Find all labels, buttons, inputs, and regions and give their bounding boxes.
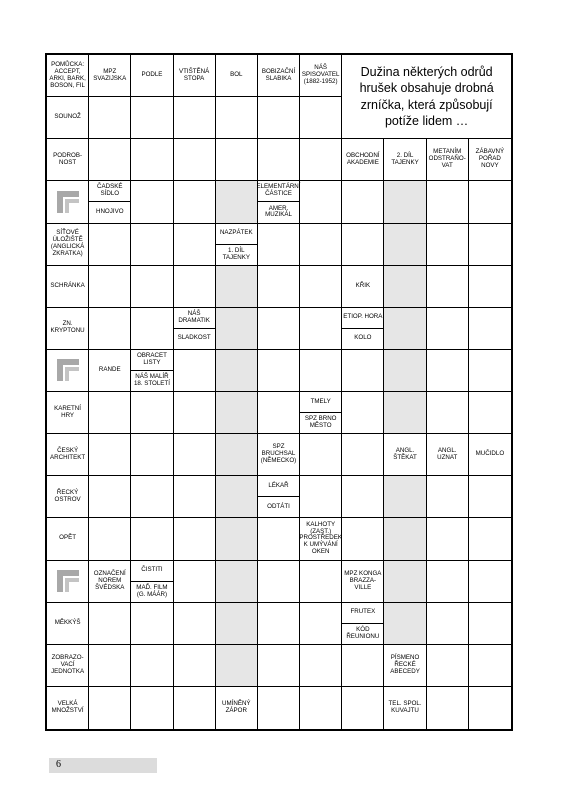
clue-cell bbox=[216, 55, 258, 97]
answer-cell[interactable] bbox=[174, 687, 216, 729]
answer-cell[interactable] bbox=[89, 224, 131, 266]
answer-cell[interactable] bbox=[300, 603, 342, 645]
answer-cell[interactable] bbox=[258, 266, 300, 308]
clue-cell bbox=[384, 645, 426, 687]
answer-cell[interactable] bbox=[131, 603, 173, 645]
answer-cell[interactable] bbox=[174, 603, 216, 645]
corner-logo-icon bbox=[47, 561, 89, 603]
clue-text: ŘECKÝ OSTROV bbox=[54, 488, 81, 503]
answer-cell[interactable] bbox=[258, 392, 300, 434]
clue-text: TMELY bbox=[310, 397, 331, 405]
clue-cell bbox=[300, 55, 342, 97]
clue-text: BOL bbox=[230, 71, 243, 79]
answer-cell[interactable] bbox=[342, 181, 384, 223]
clue-cell bbox=[469, 139, 511, 181]
page-number: 6 bbox=[56, 759, 61, 770]
answer-cell[interactable] bbox=[469, 645, 511, 687]
answer-cell[interactable] bbox=[469, 603, 511, 645]
answer-cell[interactable] bbox=[300, 224, 342, 266]
answer-cell[interactable] bbox=[300, 476, 342, 518]
clue-cell bbox=[342, 603, 384, 645]
clue-cell bbox=[47, 434, 89, 476]
answer-cell[interactable] bbox=[216, 561, 258, 603]
answer-cell[interactable] bbox=[384, 518, 426, 560]
answer-cell[interactable] bbox=[469, 561, 511, 603]
answer-cell[interactable] bbox=[469, 518, 511, 560]
answer-cell[interactable] bbox=[216, 308, 258, 350]
clue-text: AMER. MUZIKÁL bbox=[258, 201, 299, 222]
clue-text: ČESKÝ ARCHITEKT bbox=[50, 446, 86, 461]
clue-cell bbox=[342, 266, 384, 308]
answer-cell[interactable] bbox=[427, 645, 469, 687]
answer-cell[interactable] bbox=[216, 603, 258, 645]
clue-text: NÁŠ DRAMATIK bbox=[178, 309, 210, 324]
answer-cell[interactable] bbox=[469, 392, 511, 434]
clue-cell bbox=[384, 687, 426, 729]
corner-logo-icon bbox=[47, 350, 89, 392]
clue-text: ZN. KRYPTONU bbox=[50, 320, 85, 335]
answer-cell[interactable] bbox=[89, 392, 131, 434]
answer-cell[interactable] bbox=[258, 139, 300, 181]
answer-cell[interactable] bbox=[89, 518, 131, 560]
clue-text: PODROB-NOST bbox=[53, 151, 83, 166]
answer-cell[interactable] bbox=[89, 266, 131, 308]
answer-cell[interactable] bbox=[174, 266, 216, 308]
answer-cell[interactable] bbox=[427, 266, 469, 308]
clue-cell bbox=[47, 266, 89, 308]
clue-text: OBCHODNÍ AKADEMIE bbox=[346, 151, 380, 166]
clue-text: ZOBRAZO-VACÍ JEDNOTKA bbox=[51, 653, 85, 675]
answer-cell[interactable] bbox=[131, 97, 173, 139]
answer-cell[interactable] bbox=[469, 181, 511, 223]
answer-cell[interactable] bbox=[258, 308, 300, 350]
clue-text: SPZ BRNO MĚSTO bbox=[300, 412, 341, 433]
clue-cell bbox=[427, 434, 469, 476]
clue-text: OBRACET LISTY bbox=[136, 351, 167, 366]
answer-cell[interactable] bbox=[427, 350, 469, 392]
clue-cell bbox=[47, 55, 89, 97]
answer-cell[interactable] bbox=[384, 266, 426, 308]
answer-cell[interactable] bbox=[131, 645, 173, 687]
answer-cell[interactable] bbox=[342, 687, 384, 729]
clue-text: ELEMENTÁRNÍ ČÁSTICE bbox=[256, 183, 301, 198]
clue-text: METANÍM ODSTRAŇO-VAT bbox=[428, 148, 466, 170]
answer-cell[interactable] bbox=[384, 561, 426, 603]
answer-cell[interactable] bbox=[300, 181, 342, 223]
answer-cell[interactable] bbox=[300, 434, 342, 476]
answer-cell[interactable] bbox=[427, 518, 469, 560]
clue-text: PÍSMENO ŘECKÉ ABECEDY bbox=[390, 653, 420, 675]
page-footer bbox=[49, 758, 157, 773]
answer-cell[interactable] bbox=[384, 603, 426, 645]
clue-text: POMŮCKA: ACCEPT, ARKI, BARK, BOSON, FIL bbox=[49, 60, 86, 89]
corner-logo-icon bbox=[47, 181, 89, 223]
answer-cell[interactable] bbox=[258, 224, 300, 266]
answer-cell[interactable] bbox=[384, 476, 426, 518]
clue-text: MPZ KONGA BRAZZA-VILLE bbox=[344, 569, 382, 591]
clue-text: SOUNOŽ bbox=[54, 113, 81, 121]
answer-cell[interactable] bbox=[427, 603, 469, 645]
clue-text: SLADKOST bbox=[174, 328, 215, 349]
answer-cell[interactable] bbox=[89, 603, 131, 645]
answer-cell[interactable] bbox=[131, 139, 173, 181]
answer-cell[interactable] bbox=[300, 350, 342, 392]
clue-cell bbox=[47, 645, 89, 687]
answer-cell[interactable] bbox=[427, 392, 469, 434]
clue-text: OZNAČENÍ NOREM ŠVÉDSKA bbox=[93, 569, 126, 591]
answer-cell[interactable] bbox=[258, 687, 300, 729]
answer-cell[interactable] bbox=[131, 392, 173, 434]
answer-cell[interactable] bbox=[384, 224, 426, 266]
answer-cell[interactable] bbox=[342, 392, 384, 434]
clue-cell bbox=[427, 139, 469, 181]
answer-cell[interactable] bbox=[216, 139, 258, 181]
clue-cell bbox=[89, 350, 131, 392]
answer-cell[interactable] bbox=[300, 561, 342, 603]
clue-cell bbox=[131, 350, 173, 392]
clue-cell bbox=[258, 55, 300, 97]
answer-cell[interactable] bbox=[89, 645, 131, 687]
answer-cell[interactable] bbox=[469, 266, 511, 308]
clue-cell bbox=[216, 224, 258, 266]
clue-cell bbox=[384, 139, 426, 181]
clue-cell bbox=[342, 139, 384, 181]
answer-cell[interactable] bbox=[174, 645, 216, 687]
answer-cell[interactable] bbox=[342, 518, 384, 560]
clue-cell bbox=[300, 392, 342, 434]
clue-cell bbox=[384, 434, 426, 476]
answer-cell[interactable] bbox=[300, 266, 342, 308]
clue-cell bbox=[89, 181, 131, 223]
clue-text: ZÁBAVNÝ POŘAD NOVY bbox=[475, 148, 505, 170]
answer-cell[interactable] bbox=[342, 224, 384, 266]
answer-cell[interactable] bbox=[174, 476, 216, 518]
answer-cell[interactable] bbox=[258, 561, 300, 603]
clue-text: TEL. SPOL. KUVAJTU bbox=[388, 700, 422, 714]
clue-cell bbox=[216, 687, 258, 729]
answer-cell[interactable] bbox=[174, 350, 216, 392]
puzzle-title: Dužina některých odrůd hrušek obsahuje drobná zrníčka, která způsobují potíže lidem … bbox=[342, 55, 511, 139]
answer-cell[interactable] bbox=[300, 97, 342, 139]
answer-cell[interactable] bbox=[216, 645, 258, 687]
clue-cell bbox=[47, 308, 89, 350]
answer-cell[interactable] bbox=[427, 181, 469, 223]
clue-text: HNOJIVO bbox=[89, 201, 130, 222]
answer-cell[interactable] bbox=[174, 561, 216, 603]
answer-cell[interactable] bbox=[427, 476, 469, 518]
clue-text: SÍŤOVÉ ÚLOŽIŠTĚ (ANGLICKÁ ZKRATKA) bbox=[50, 229, 85, 257]
answer-cell[interactable] bbox=[342, 434, 384, 476]
answer-cell[interactable] bbox=[89, 97, 131, 139]
answer-cell[interactable] bbox=[469, 224, 511, 266]
clue-cell bbox=[258, 476, 300, 518]
answer-cell[interactable] bbox=[131, 308, 173, 350]
crossword-grid bbox=[45, 53, 513, 731]
clue-text: KŘIK bbox=[355, 281, 371, 289]
answer-cell[interactable] bbox=[131, 224, 173, 266]
clue-cell bbox=[258, 434, 300, 476]
answer-cell[interactable] bbox=[131, 476, 173, 518]
clue-text: PODLE bbox=[141, 71, 163, 79]
answer-cell[interactable] bbox=[384, 392, 426, 434]
clue-cell bbox=[89, 55, 131, 97]
answer-cell[interactable] bbox=[89, 476, 131, 518]
answer-cell[interactable] bbox=[300, 645, 342, 687]
answer-cell[interactable] bbox=[258, 350, 300, 392]
clue-cell bbox=[174, 55, 216, 97]
clue-text: MĚKKÝŠ bbox=[54, 618, 81, 626]
answer-cell[interactable] bbox=[131, 181, 173, 223]
answer-cell[interactable] bbox=[174, 224, 216, 266]
answer-cell[interactable] bbox=[258, 603, 300, 645]
answer-cell[interactable] bbox=[216, 434, 258, 476]
clue-cell bbox=[47, 603, 89, 645]
clue-cell bbox=[342, 561, 384, 603]
answer-cell[interactable] bbox=[216, 266, 258, 308]
answer-cell[interactable] bbox=[216, 476, 258, 518]
clue-cell bbox=[47, 687, 89, 729]
answer-cell[interactable] bbox=[174, 139, 216, 181]
clue-cell bbox=[258, 181, 300, 223]
clue-text: LÉKAŘ bbox=[268, 481, 289, 489]
clue-text: KÓD ŘEUNIONU bbox=[342, 623, 383, 644]
answer-cell[interactable] bbox=[258, 518, 300, 560]
clue-cell bbox=[89, 561, 131, 603]
answer-cell[interactable] bbox=[384, 181, 426, 223]
answer-cell[interactable] bbox=[174, 518, 216, 560]
clue-text: VTIŠTĚNÁ STOPA bbox=[178, 67, 210, 82]
clue-text: VELKÁ MNOŽSTVÍ bbox=[51, 700, 84, 714]
clue-text: KOLO bbox=[342, 328, 383, 349]
clue-cell bbox=[47, 224, 89, 266]
answer-cell[interactable] bbox=[174, 181, 216, 223]
clue-cell bbox=[47, 97, 89, 139]
answer-cell[interactable] bbox=[342, 350, 384, 392]
clue-text: MPZ SVAZIJSKA bbox=[93, 67, 127, 82]
answer-cell[interactable] bbox=[469, 687, 511, 729]
clue-text: OPĚT bbox=[59, 534, 77, 542]
answer-cell[interactable] bbox=[216, 392, 258, 434]
answer-cell[interactable] bbox=[131, 518, 173, 560]
clue-text: ČADSKÉ SÍDLO bbox=[97, 183, 123, 198]
clue-text: SCHRÁNKA bbox=[50, 281, 85, 289]
clue-cell bbox=[47, 476, 89, 518]
clue-text: BOBIZAČNÍ SLABIKA bbox=[261, 67, 296, 82]
clue-text: ANGL. UZNAT bbox=[437, 446, 458, 461]
answer-cell[interactable] bbox=[216, 97, 258, 139]
clue-cell bbox=[300, 518, 342, 560]
answer-cell[interactable] bbox=[258, 645, 300, 687]
answer-cell[interactable] bbox=[174, 392, 216, 434]
answer-cell[interactable] bbox=[258, 97, 300, 139]
answer-cell[interactable] bbox=[131, 434, 173, 476]
clue-text: KARETNÍ HRY bbox=[54, 404, 81, 419]
clue-cell bbox=[342, 308, 384, 350]
answer-cell[interactable] bbox=[89, 687, 131, 729]
clue-text: ETIOP. HORA bbox=[343, 313, 383, 321]
clue-text: NÁŠ MALÍŘ 18. STOLETÍ bbox=[131, 370, 172, 391]
clue-text: MUČIDLO bbox=[475, 450, 505, 458]
answer-cell[interactable] bbox=[300, 308, 342, 350]
clue-text: MAĎ. FILM (G. MÁÁR) bbox=[131, 581, 172, 602]
answer-cell[interactable] bbox=[469, 350, 511, 392]
answer-cell[interactable] bbox=[174, 97, 216, 139]
clue-cell bbox=[131, 55, 173, 97]
answer-cell[interactable] bbox=[300, 687, 342, 729]
answer-cell[interactable] bbox=[89, 139, 131, 181]
clue-text: NÁŠ SPISOVATEL (1882-1952) bbox=[301, 64, 340, 86]
clue-text: KALHOTY (ZAST.) PROSTŘEDEK K UMÝVÁNÍ OKEN bbox=[299, 520, 342, 556]
answer-cell[interactable] bbox=[427, 687, 469, 729]
clue-text: FRUTEX bbox=[350, 608, 376, 616]
answer-cell[interactable] bbox=[216, 350, 258, 392]
clue-text: ANGL. ŠTĚKAT bbox=[393, 446, 417, 461]
answer-cell[interactable] bbox=[384, 308, 426, 350]
answer-cell[interactable] bbox=[427, 308, 469, 350]
answer-cell[interactable] bbox=[131, 687, 173, 729]
clue-text: SPZ BRUCHSAL (NĚMECKO) bbox=[260, 443, 297, 465]
answer-cell[interactable] bbox=[216, 181, 258, 223]
answer-cell[interactable] bbox=[342, 645, 384, 687]
answer-cell[interactable] bbox=[174, 434, 216, 476]
answer-cell[interactable] bbox=[469, 476, 511, 518]
answer-cell[interactable] bbox=[427, 561, 469, 603]
clue-cell bbox=[47, 518, 89, 560]
clue-text: 2. DÍL TAJENKY bbox=[391, 151, 419, 166]
answer-cell[interactable] bbox=[89, 308, 131, 350]
clue-cell bbox=[131, 561, 173, 603]
clue-text: 1. DÍL TAJENKY bbox=[216, 244, 257, 265]
clue-cell bbox=[174, 308, 216, 350]
answer-cell[interactable] bbox=[216, 518, 258, 560]
answer-cell[interactable] bbox=[427, 224, 469, 266]
clue-text: ČISTITI bbox=[141, 566, 163, 574]
clue-cell bbox=[469, 434, 511, 476]
answer-cell[interactable] bbox=[342, 476, 384, 518]
clue-cell bbox=[47, 392, 89, 434]
answer-cell[interactable] bbox=[300, 139, 342, 181]
clue-text: UMÍNĚNÝ ZÁPOR bbox=[222, 700, 251, 714]
answer-cell[interactable] bbox=[131, 266, 173, 308]
clue-cell bbox=[47, 139, 89, 181]
clue-text: NAZPÁTEK bbox=[219, 229, 253, 237]
answer-cell[interactable] bbox=[469, 308, 511, 350]
answer-cell[interactable] bbox=[89, 434, 131, 476]
clue-text: ODTÁTI bbox=[258, 496, 299, 517]
answer-cell[interactable] bbox=[384, 350, 426, 392]
clue-text: RANDE bbox=[98, 365, 121, 373]
